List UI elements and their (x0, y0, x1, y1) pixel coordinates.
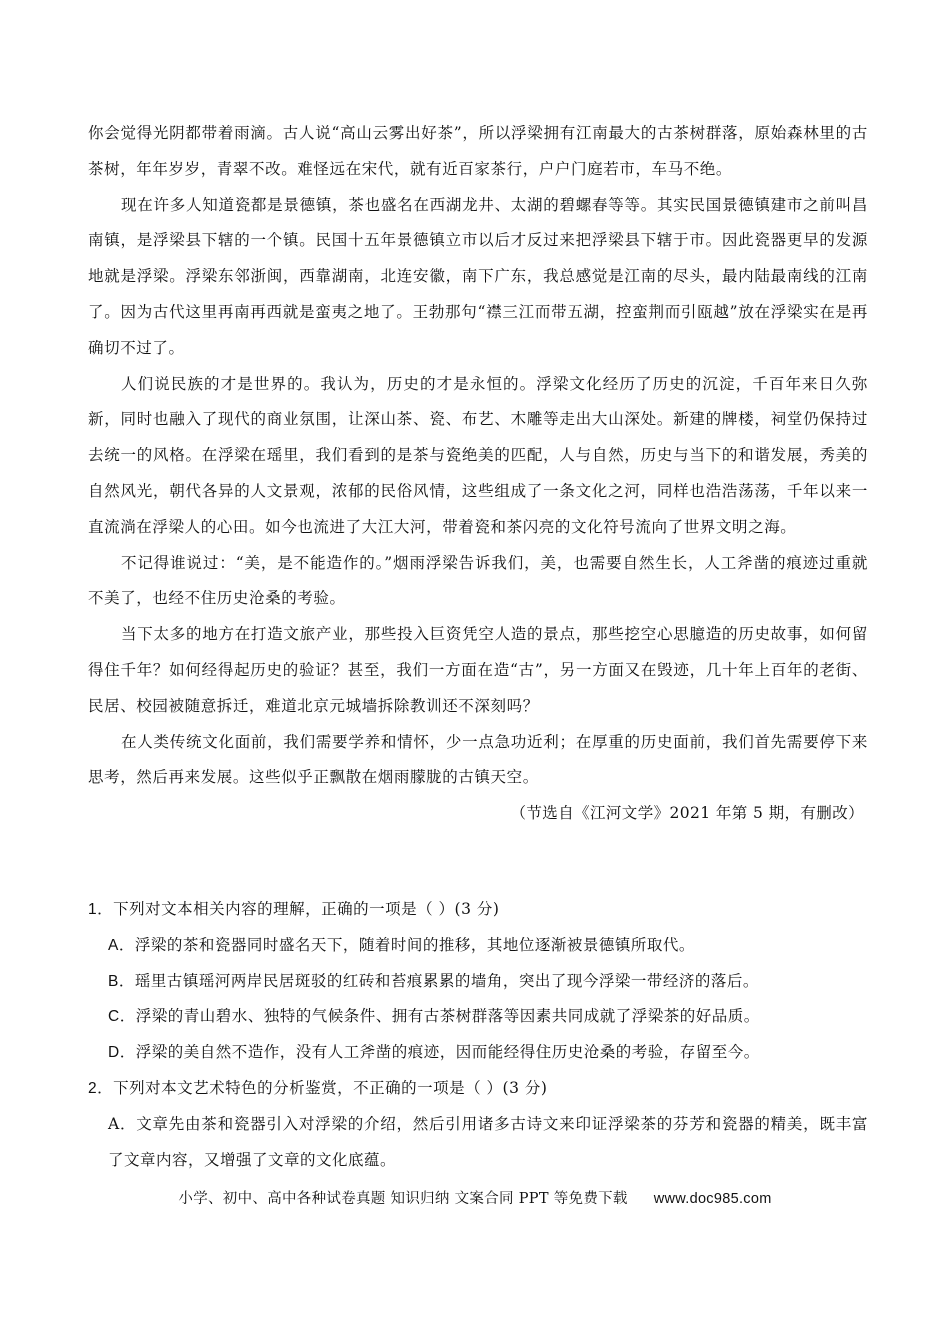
page-footer (0, 1187, 950, 1208)
question-2-option-a (88, 1107, 868, 1179)
option-text: 瑶里古镇瑶河两岸民居斑驳的红砖和苔痕累累的墙角，突出了现今浮梁一带经济的落后。 (134, 971, 759, 990)
questions-section (88, 892, 868, 1178)
article-paragraph-6: 在人类传统文化面前，我们需要学养和情怀，少一点急功近利；在厚重的历史面前，我们首先需要停下来思考，然后再来发展。这些似乎正飘散在烟雨朦胧的古镇天空。 (88, 732, 868, 787)
option-text: 浮梁的青山碧水、独特的气候条件、拥有古茶树群落等因素共同成就了浮梁茶的好品质。 (135, 1007, 760, 1026)
option-letter: D． (108, 1044, 136, 1062)
article-paragraph-3: 人们说民族的才是世界的。我认为，历史的才是永恒的。浮梁文化经历了历史的沉淀，千百年来日久弥新，同时也融入了现代的商业氛围，让深山茶、瓷、布艺、木雕等走出大山深处。新建的牌楼，祠堂仍保持过去统一的风格。在浮梁在瑶里，我们看到的是茶与瓷绝美的匹配，人与自然，历史与当下的和谐发展，秀美的自然风光，朝代各异的人文景观，浓郁的民俗风情，这些组成了一条文化之河，同样也浩浩荡荡，千年以来一直流淌在浮梁人的心田。如今也流进了大江大河，带着瓷和茶闪亮的文化符号流向了世界文明之海。 (88, 374, 868, 536)
article-paragraph-1: 你会觉得光阴都带着雨滴。古人说“高山云雾出好茶”，所以浮梁拥有江南最大的古茶树群落，原始森林里的古茶树，年年岁岁，青翠不改。难怪远在宋代，就有近百家茶行，户户门庭若市，车马不绝。 (88, 124, 868, 178)
question-1-number: 1． (88, 901, 114, 918)
question-2-stem: 下列对本文艺术特色的分析鉴赏，不正确的一项是（ ）(3 分) (113, 1078, 548, 1097)
question-1-stem: 下列对文本相关内容的理解，正确的一项是（ ）(3 分) (113, 900, 500, 918)
article-paragraph-2: 现在许多人知道瓷都是景德镇，茶也盛名在西湖龙井、太湖的碧螺春等等。其实民国景德镇建市之前叫昌南镇，是浮梁县下辖的一个镇。民国十五年景德镇立市以后才反过来把浮梁县下辖于市。因此瓷器更早的发源地就是浮梁。浮梁东邻浙闽，西靠湖南，北连安徽，南下广东，我总感觉是江南的尽头，最内陆最南线的江南了。因为古代这里再南再西就是蛮夷之地了。王勃那句“襟三江而带五湖，控蛮荆而引瓯越”放在浮梁实在是再确切不过了。 (88, 195, 868, 357)
question-1-option-c (88, 999, 868, 1035)
footer-text: 小学、初中、高中各种试卷真题 知识归纳 文案合同 PPT 等免费下载 (178, 1191, 628, 1207)
article-body (88, 116, 868, 832)
footer-url-link[interactable]: www.doc985.com (653, 1191, 772, 1207)
article-paragraph-4: 不记得谁说过：“美，是不能造作的。”烟雨浮梁告诉我们，美，也需要自然生长，人工斧凿的痕迹过重就不美了，也经不住历史沧桑的考验。 (88, 553, 868, 608)
option-letter: B． (108, 972, 135, 990)
question-1 (88, 892, 868, 928)
article-paragraph-5: 当下太多的地方在打造文旅产业，那些投入巨资凭空人造的景点，那些挖空心思臆造的历史故事，如何留得住千年？如何经得起历史的验证？甚至，我们一方面在造“古”，另一方面又在毁迹，几十年上百年的老街、民居、校园被随意拆迁，难道北京元城墙拆除教训还不深刻吗？ (88, 625, 868, 715)
question-1-option-d (88, 1035, 868, 1071)
option-text: 文章先由茶和瓷器引入对浮梁的介绍，然后引用诸多古诗文来印证浮梁茶的芬芳和瓷器的精美，既丰富了文章内容，又增强了文章的文化底蕴。 (108, 1114, 868, 1169)
option-letter: C． (108, 1008, 136, 1026)
question-1-option-b (88, 964, 868, 1000)
question-2-number: 2． (88, 1079, 114, 1097)
option-letter: A． (108, 936, 135, 954)
question-1-option-a (88, 928, 868, 964)
option-text: 浮梁的茶和瓷器同时盛名天下，随着时间的推移，其地位逐渐被景德镇所取代。 (134, 935, 695, 954)
question-2 (88, 1071, 868, 1107)
option-letter: A． (108, 1114, 137, 1133)
option-text: 浮梁的美自然不造作，没有人工斧凿的痕迹，因而能经得住历史沧桑的考验，存留至今。 (135, 1043, 760, 1062)
article-source: （节选自《江河文学》2021 年第 5 期，有删改） (510, 804, 864, 823)
